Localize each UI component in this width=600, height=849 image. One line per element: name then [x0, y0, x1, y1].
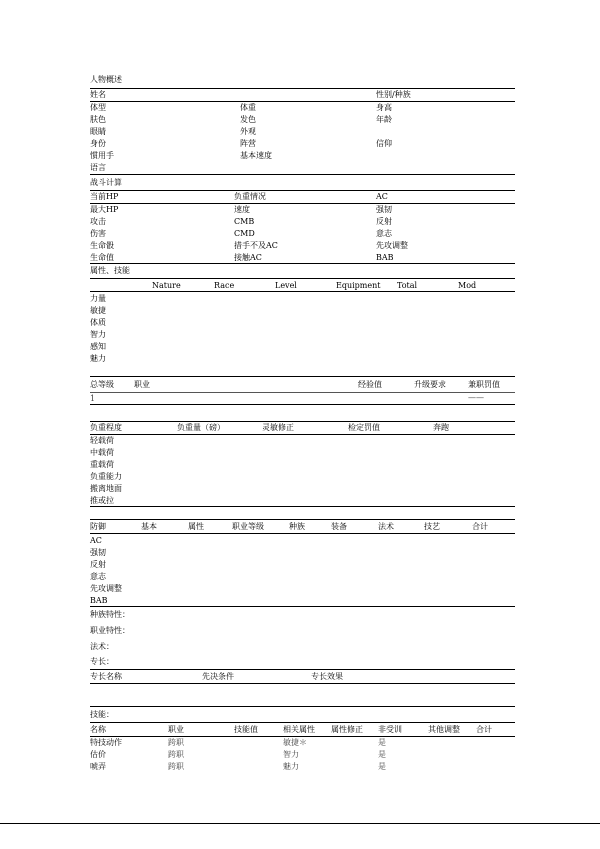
load-header-rule	[90, 434, 515, 435]
attribute-label: 魅力	[90, 354, 106, 363]
defense-label: 强韧	[90, 548, 106, 557]
combat-top-rule	[90, 190, 515, 191]
load-label: 轻载荷	[90, 436, 114, 445]
skill-untrained: 是	[378, 750, 386, 759]
attr-header-mod: Mod	[458, 281, 477, 290]
attr-header-total: Total	[397, 281, 418, 290]
defense-label: BAB	[90, 596, 108, 605]
overview-label: 阵营	[240, 139, 256, 148]
attributes-title: 属性、技能	[90, 266, 130, 275]
load-header-penalty: 检定罚值	[348, 423, 380, 432]
combat-label: 伤害	[90, 229, 106, 238]
combat-label: 负重情况	[234, 192, 266, 201]
combat-bottom-rule	[90, 263, 515, 264]
defense-header: 基本	[141, 522, 157, 531]
attr-header-equipment: Equipment	[336, 281, 381, 290]
level-header-class: 职业	[134, 380, 150, 389]
level-top-rule	[90, 376, 515, 377]
feats-top-rule	[90, 669, 515, 670]
skill-ability: 智力	[283, 750, 299, 759]
defense-header: 装备	[331, 522, 347, 531]
skill-header: 其他调整	[428, 725, 460, 734]
load-label: 重载荷	[90, 460, 114, 469]
defense-header: 属性	[188, 522, 204, 531]
combat-label: 先攻调整	[376, 241, 408, 250]
load-header-run: 奔跑	[433, 423, 449, 432]
combat-title: 战斗计算	[90, 178, 122, 187]
overview-label: 惯用手	[90, 151, 114, 160]
combat-label: 反射	[376, 217, 392, 226]
overview-label: 信仰	[376, 139, 392, 148]
skill-header: 职业	[168, 725, 184, 734]
attribute-label: 敏捷	[90, 306, 106, 315]
level-header-xp: 经验值	[358, 380, 382, 389]
load-label: 搬离地面	[90, 484, 122, 493]
attr-header-nature: Nature	[152, 281, 181, 290]
load-label: 中载荷	[90, 448, 114, 457]
overview-label: 身份	[90, 139, 106, 148]
load-header-dex: 灵敏修正	[262, 423, 294, 432]
combat-label: 接触AC	[234, 253, 262, 262]
overview-label: 体重	[240, 103, 256, 112]
defense-header-rule	[90, 533, 515, 534]
combat-label: 强韧	[376, 205, 392, 214]
page-footer-rule	[0, 823, 600, 824]
skill-name: 特技动作	[90, 738, 122, 747]
overview-label: 体型	[90, 103, 106, 112]
skill-header: 技能值	[234, 725, 258, 734]
overview-label: 眼睛	[90, 127, 106, 136]
defense-header: 防御	[90, 522, 106, 531]
skill-class: 跨职	[168, 738, 184, 747]
skills-header-rule	[90, 736, 515, 737]
attribute-label: 体质	[90, 318, 106, 327]
skill-untrained: 是	[378, 738, 386, 747]
feat-header-effect: 专长效果	[311, 672, 343, 681]
defense-bottom-rule	[90, 606, 515, 607]
skill-untrained: 是	[378, 762, 386, 771]
combat-label: 攻击	[90, 217, 106, 226]
overview-top-rule	[90, 88, 515, 89]
defense-header: 技艺	[424, 522, 440, 531]
skills-title-rule	[90, 722, 515, 723]
level-header-rule	[90, 392, 515, 393]
defense-header: 合计	[472, 522, 488, 531]
combat-label: BAB	[376, 253, 394, 262]
skill-header: 属性修正	[331, 725, 363, 734]
feats-label: 专长：	[90, 657, 114, 666]
skill-header: 非受训	[378, 725, 402, 734]
class-traits-label: 职业特性：	[90, 626, 130, 635]
attributes-top-rule	[90, 278, 515, 279]
load-label: 负重能力	[90, 472, 122, 481]
combat-label: 速度	[234, 205, 250, 214]
skill-header: 相关属性	[283, 725, 315, 734]
feats-header-rule	[90, 683, 515, 684]
attr-header-level: Level	[275, 281, 297, 290]
overview-label: 基本速度	[240, 151, 272, 160]
feat-header-name: 专长名称	[90, 672, 122, 681]
level-bottom-rule	[90, 404, 515, 405]
overview-label: 发色	[240, 115, 256, 124]
defense-header: 职业等级	[232, 522, 264, 531]
skill-ability: 魅力	[283, 762, 299, 771]
penalty-value: ——	[468, 393, 484, 402]
gender-race-label: 性别/种族	[376, 90, 411, 99]
skill-name: 唬弄	[90, 762, 106, 771]
load-bottom-rule	[90, 506, 515, 507]
overview-bottom-rule	[90, 174, 515, 175]
combat-label: 意志	[376, 229, 392, 238]
attr-header-race: Race	[214, 281, 235, 290]
skill-header: 名称	[90, 725, 106, 734]
skills-top-rule	[90, 706, 515, 707]
overview-label: 外观	[240, 127, 256, 136]
level-header-total-level: 总等级	[90, 380, 114, 389]
defense-header: 法术	[378, 522, 394, 531]
level-header-penalty: 兼职罚值	[468, 380, 500, 389]
skill-class: 跨职	[168, 750, 184, 759]
skill-header: 合计	[476, 725, 492, 734]
overview-label: 年龄	[376, 115, 392, 124]
defense-label: 意志	[90, 572, 106, 581]
defense-header: 种族	[289, 522, 305, 531]
overview-label: 身高	[376, 103, 392, 112]
skills-title: 技能：	[90, 710, 114, 719]
skill-class: 跨职	[168, 762, 184, 771]
feat-header-prereq: 先决条件	[202, 672, 234, 681]
level-header-next: 升级要求	[414, 380, 446, 389]
defense-label: AC	[90, 536, 102, 545]
combat-label: 最大HP	[90, 205, 119, 214]
skill-ability: 敏捷＊	[283, 738, 307, 747]
load-top-rule	[90, 421, 515, 422]
attribute-label: 力量	[90, 294, 106, 303]
combat-label: CMB	[234, 217, 255, 226]
combat-label: AC	[376, 192, 388, 201]
skill-name: 估价	[90, 750, 106, 759]
overview-name-rule	[90, 101, 515, 102]
load-label: 推或拉	[90, 496, 114, 505]
combat-label: 生命骰	[90, 241, 114, 250]
overview-label: 语言	[90, 163, 106, 172]
overview-title: 人物概述	[90, 75, 122, 84]
total-level-value: 1	[90, 394, 96, 403]
race-traits-label: 种族特性：	[90, 610, 130, 619]
overview-label: 肤色	[90, 115, 106, 124]
combat-label: 生命值	[90, 253, 114, 262]
combat-label: 措手不及AC	[234, 241, 278, 250]
combat-label: CMD	[234, 229, 255, 238]
defense-top-rule	[90, 519, 515, 520]
name-label: 姓名	[90, 90, 106, 99]
combat-label: 当前HP	[90, 192, 119, 201]
attribute-label: 感知	[90, 342, 106, 351]
spells-label: 法术：	[90, 642, 114, 651]
attributes-header-rule	[90, 291, 515, 292]
load-header-weight: 负重量（磅）	[177, 423, 225, 432]
combat-hp-rule	[90, 203, 515, 204]
attribute-label: 智力	[90, 330, 106, 339]
defense-label: 先攻调整	[90, 584, 122, 593]
load-header-degree: 负重程度	[90, 423, 122, 432]
defense-label: 反射	[90, 560, 106, 569]
